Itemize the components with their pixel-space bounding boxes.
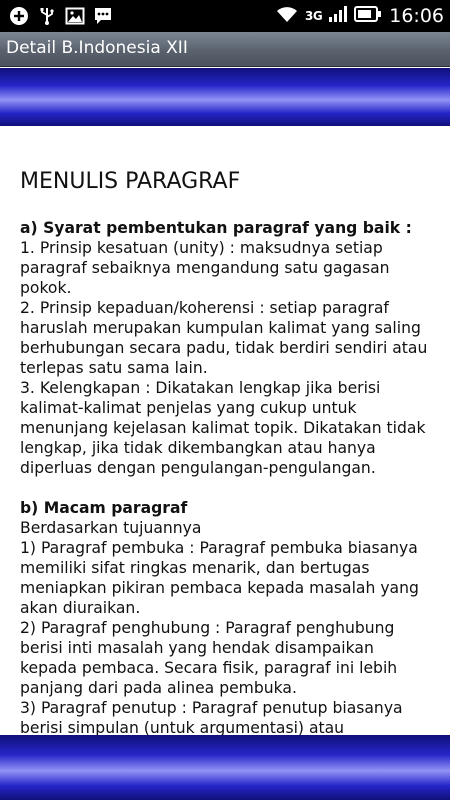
text-line: 1. Prinsip kesatuan (unity) : maksudnya setiap xyxy=(20,239,383,257)
text-line: pokok. xyxy=(20,279,72,297)
text-line: akan diuraikan. xyxy=(20,599,141,617)
wifi-icon xyxy=(276,5,298,27)
bottom-banner xyxy=(0,735,450,800)
text-line: berisi inti masalah yang hendak disampaikan xyxy=(20,639,374,657)
section-spacer xyxy=(20,478,440,498)
notification-icons xyxy=(8,5,114,27)
text-line: memiliki sifat ringkas menarik, dan bertugas xyxy=(20,559,370,577)
text-line: terlepas satu sama lain. xyxy=(20,359,208,377)
text-line: 2. Prinsip kepaduan/koherensi : setiap paragraf xyxy=(20,299,389,317)
article-heading: MENULIS PARAGRAF xyxy=(20,169,241,194)
text-line: kepada pembaca. Secara fisik, paragraf ini lebih xyxy=(20,659,398,677)
add-icon xyxy=(8,5,30,27)
article-content[interactable] xyxy=(20,126,440,735)
text-line: paragraf sebaiknya mengandung satu gagasan xyxy=(20,259,390,277)
text-line: berhubungan secara padu, tidak berdiri sendiri atau xyxy=(20,339,428,357)
network-type-label: 3G xyxy=(305,9,323,23)
section-a-body xyxy=(20,238,440,478)
text-line: diperluas dengan pengulangan-pengulangan. xyxy=(20,459,376,477)
clock: 16:06 xyxy=(389,5,444,27)
battery-icon xyxy=(354,6,382,26)
section-b-body xyxy=(20,518,440,735)
usb-icon xyxy=(36,5,58,27)
text-line: panjang dari pada alinea pembuka. xyxy=(20,679,297,697)
text-line: kalimat-kalimat penjelas yang cukup untuk xyxy=(20,399,357,417)
image-icon xyxy=(64,5,86,27)
chat-icon xyxy=(92,5,114,27)
text-line: 3. Kelengkapan : Dikatakan lengkap jika berisi xyxy=(20,379,381,397)
text-line: 3) Paragraf penutup : Paragraf penutup biasanya xyxy=(20,699,403,717)
text-line: meniapkan pikiran pembaca kepada masalah yang xyxy=(20,579,419,597)
section-b-title: b) Macam paragraf xyxy=(20,499,188,517)
text-line: haruslah merupakan kumpulan kalimat yang saling xyxy=(20,319,421,337)
text-line: 1) Paragraf pembuka : Paragraf pembuka biasanya xyxy=(20,539,418,557)
title-bar xyxy=(0,32,450,67)
text-line: Berdasarkan tujuannya xyxy=(20,519,202,537)
top-banner xyxy=(0,68,450,126)
text-line: menunjang kejelasan kalimat topik. Dikatakan tidak xyxy=(20,419,426,437)
text-line: berisi simpulan (untuk argumentasi) atau xyxy=(20,719,345,735)
signal-icon xyxy=(329,6,347,26)
status-bar xyxy=(0,0,450,32)
text-line: lengkap, jika tidak dikembangkan atau hanya xyxy=(20,439,376,457)
app-title: Detail B.Indonesia XII xyxy=(6,38,188,58)
system-icons xyxy=(276,0,444,32)
section-a-title: a) Syarat pembentukan paragraf yang baik : xyxy=(20,219,412,237)
text-line: 2) Paragraf penghubung : Paragraf penghubung xyxy=(20,619,395,637)
